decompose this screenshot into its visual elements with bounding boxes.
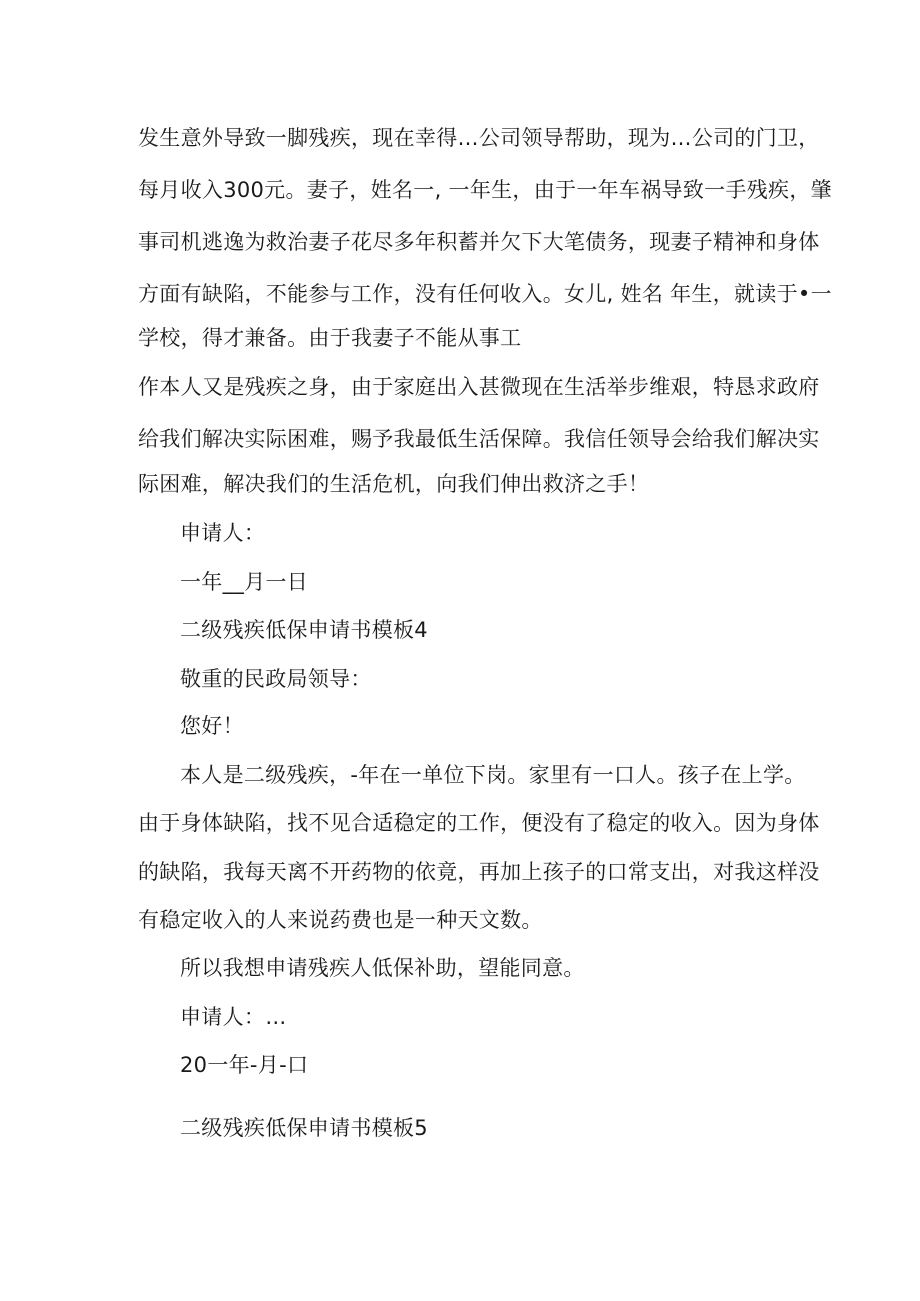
salutation: 敬重的民政局领导： [180,667,372,691]
paragraph-line: 每月收入300元。妻子，姓名一, 一年生，由于一年车祸导致一手残疾，肇 [138,178,832,202]
paragraph-line: 作本人又是残疾之身，由于家庭出入甚微现在生活举步维艰，特恳求政府 [138,375,820,399]
paragraph-line: 给我们解决实际困难，赐予我最低生活保障。我信任领导会给我们解决实 [138,427,820,451]
date-line: 一年__月一日 [180,570,309,594]
paragraph-line: 发生意外导致一脚残疾，现在幸得…公司领导帮助，现为…公司的门卫， [138,126,820,150]
greeting: 您好！ [180,714,244,738]
applicant-label: 申请人： [180,521,266,545]
paragraph-line: 际困难，解决我们的生活危机，向我们伸出救济之手！ [138,472,650,496]
paragraph-line: 有稳定收入的人来说药费也是一种天文数。 [138,908,543,932]
date-line: 20一年-月-口 [180,1053,309,1077]
paragraph-line: 学校，得才兼备。由于我妻子不能从事工 [138,326,522,350]
applicant-label: 申请人：… [180,1005,287,1029]
paragraph-line: 事司机逃逸为救治妻子花尽多年积蓄并欠下大笔债务，现妻子精神和身体 [138,230,820,254]
paragraph-line: 方面有缺陷，不能参与工作，没有任何收入。女儿, 姓名 年生，就读于•一 [138,282,832,306]
section-title: 二级残疾低保申请书模板4 [180,618,428,642]
paragraph-line: 的缺陷，我每天离不开药物的依竟，再加上孩子的口常支出，对我这样没 [138,860,820,884]
section-title: 二级残疾低保申请书模板5 [180,1116,428,1140]
paragraph-line: 由于身体缺陷，找不见合适稳定的工作，便没有了稳定的收入。因为身体 [138,811,820,835]
paragraph-line: 所以我想申请残疾人低保补助，望能同意。 [180,956,585,980]
paragraph-line: 本人是二级残疾，-年在一单位下岗。家里有一口人。孩子在上学。 [180,763,806,787]
